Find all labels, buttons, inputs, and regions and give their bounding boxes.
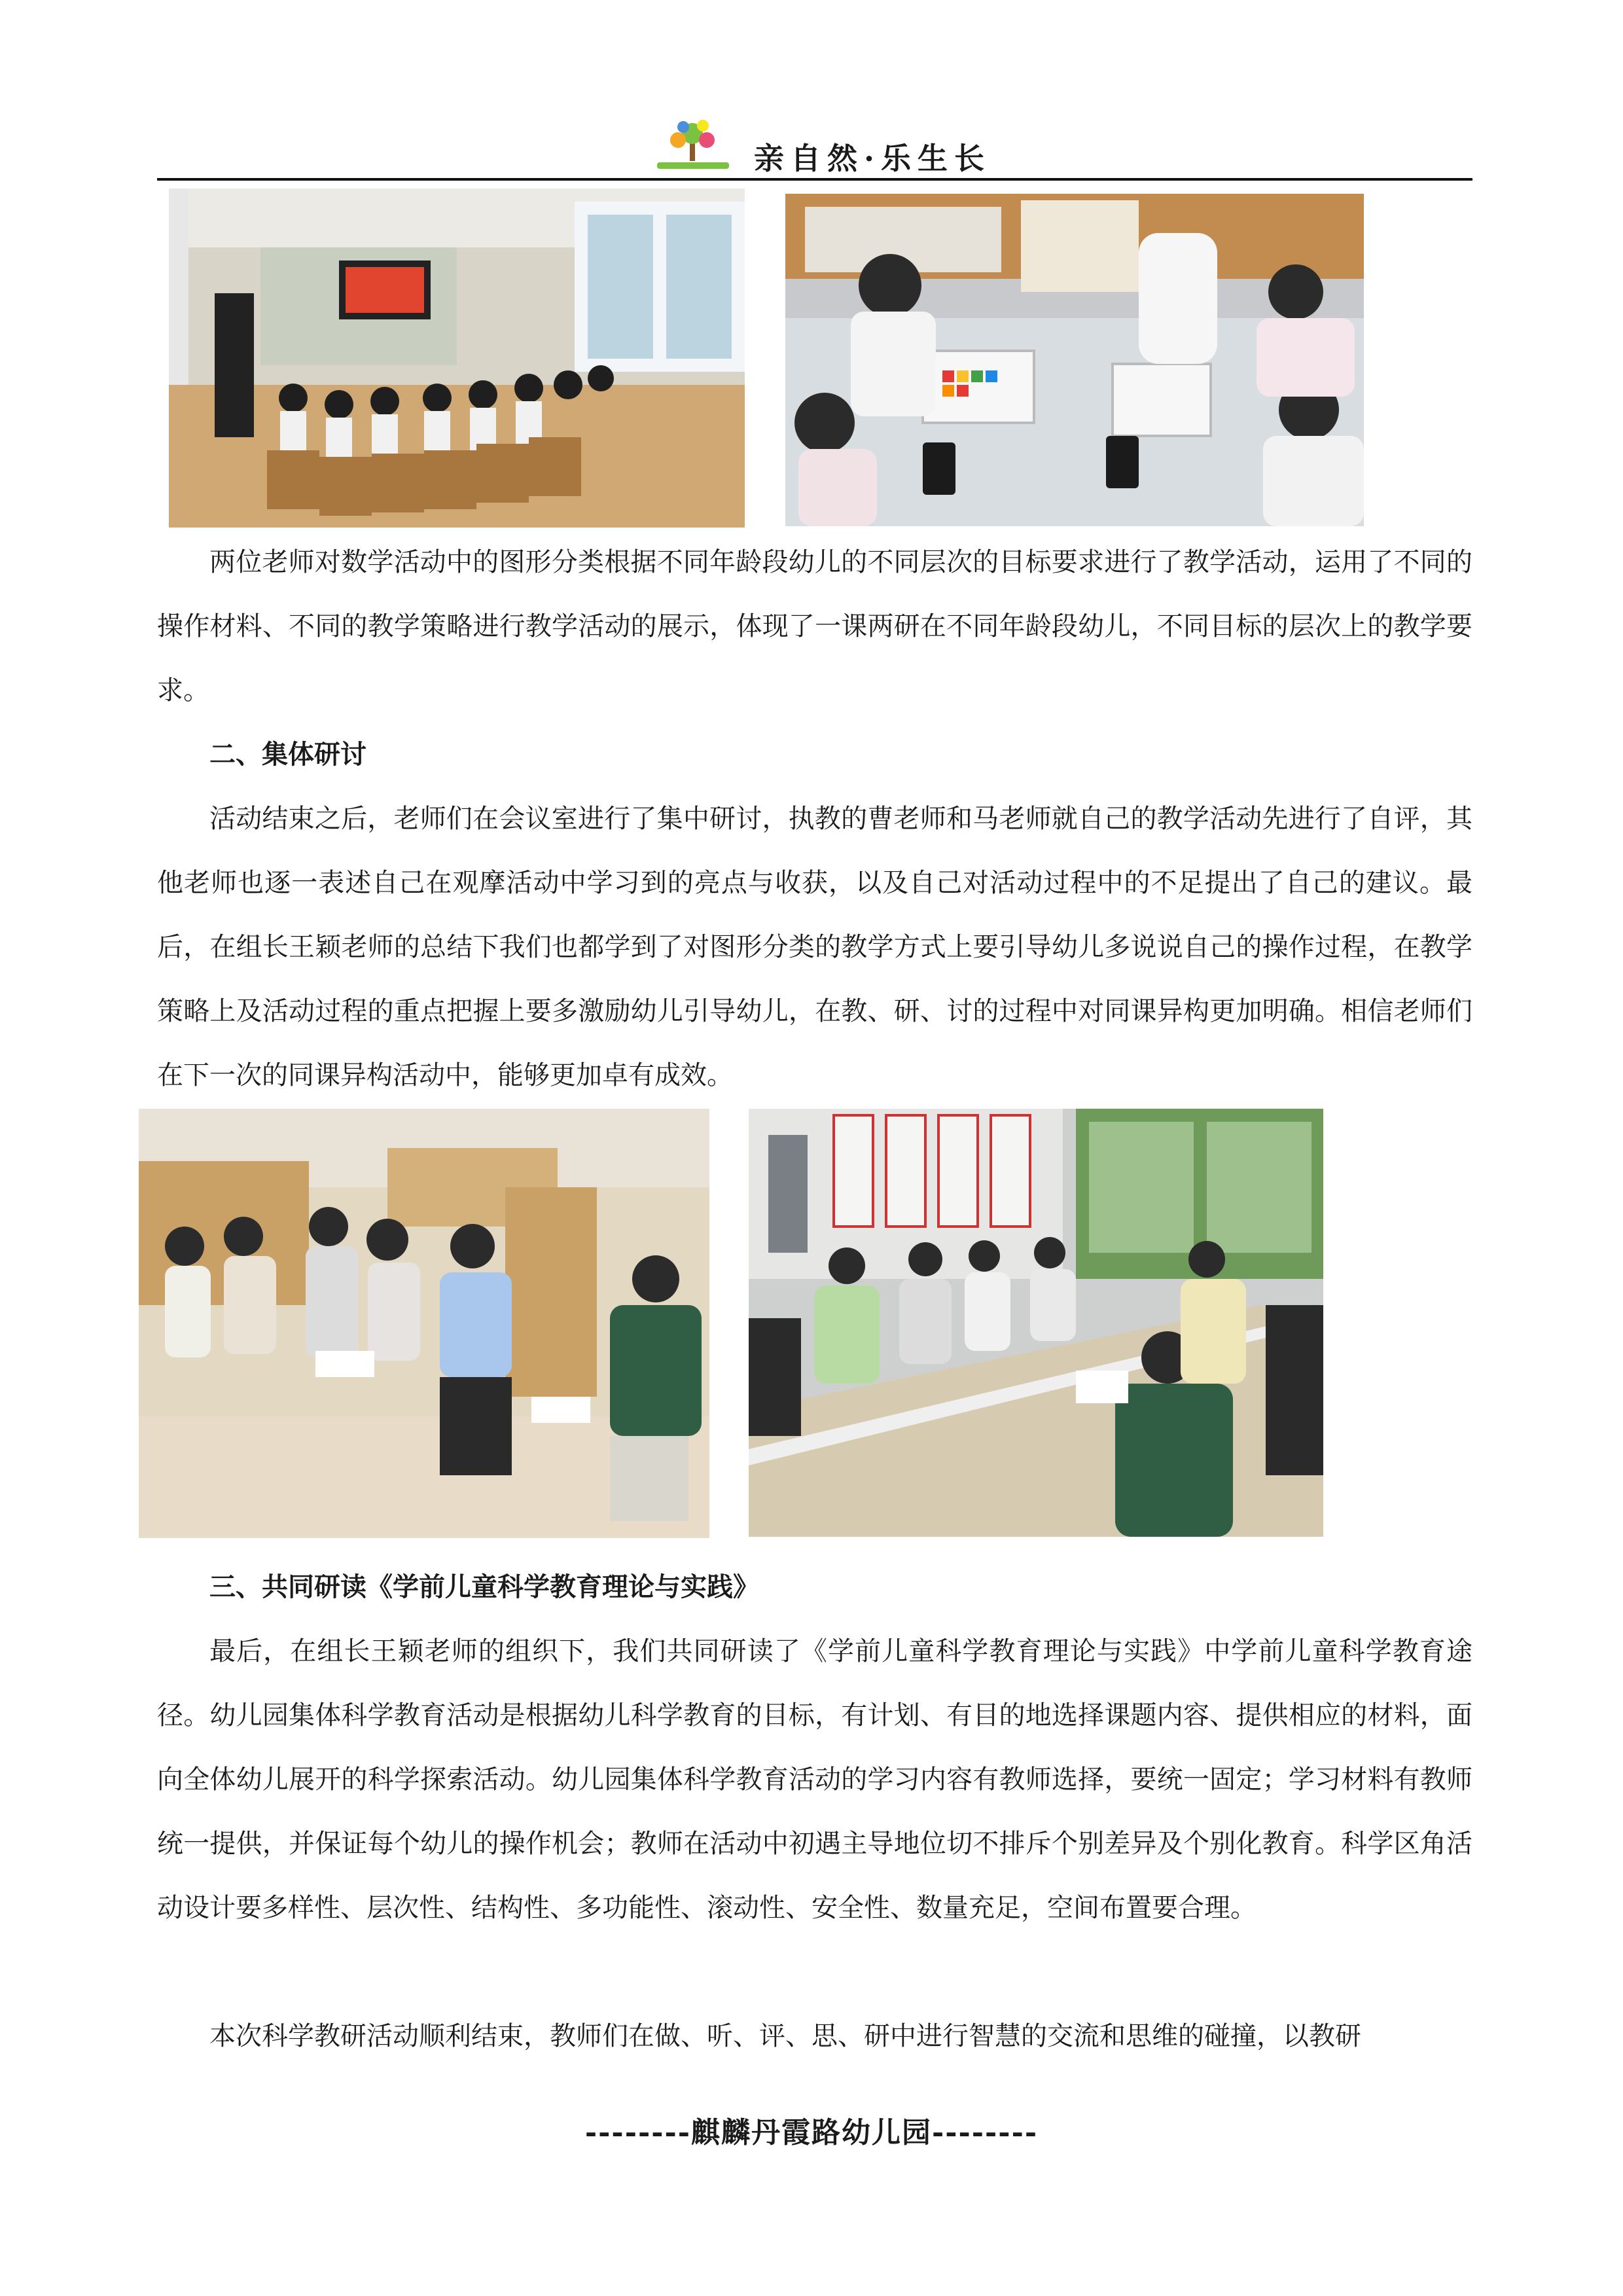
page-motto: 亲自然·乐生长 <box>754 141 991 176</box>
kindergarten-tree-logo-icon <box>644 115 742 173</box>
paragraph-joint-reading: 最后，在组长王颖老师的组织下，我们共同研读了《学前儿童科学教育理论与实践》中学前儿童科学教育途径。幼儿园集体科学教育活动是根据幼儿科学教育的目标，有计划、有目的地选择课题内容、提供相应的材料，面向全体幼儿展开的科学探索活动。幼儿园集体科学教育活动的学习内容有教师选择，要统一固定；学习材料有教师统一提供，并保证每个幼儿的操作机会；教师在活动中初遇主导地位切不排斥个别差异及个别化教育。科学区角活动设计要多样性、层次性、结构性、多功能性、滚动性、安全性、数量充足，空间布置要合理。 <box>157 1636 1472 1923</box>
classroom-lesson-photo <box>169 188 745 528</box>
paragraph-group-discussion: 活动结束之后，老师们在会议室进行了集中研讨，执教的曹老师和马老师就自己的教学活动先进行了自评，其他老师也逐一表述自己在观摩活动中学习到的亮点与收获，以及自己对活动过程中的不足提出了自己的建议。最后，在组长王颖老师的总结下我们也都学到了对图形分类的教学方式上要引导幼儿多说说自己的操作过程，在教学策略上及活动过程的重点把握上要多激励幼儿引导幼儿，在教、研、讨的过程中对同课异构更加明确。相信老师们在下一次的同课异构活动中，能够更加卓有成效。 <box>157 804 1472 1090</box>
page-header <box>157 111 1472 179</box>
paragraph-activity-summary: 两位老师对数学活动中的图形分类根据不同年龄段幼儿的不同层次的目标要求进行了教学活动，运用了不同的操作材料、不同的教学策略进行教学活动的展示，体现了一课两研在不同年龄段幼儿，不同目标的层次上的教学要求。 <box>157 547 1472 706</box>
section-heading-joint-reading: 三、共同研读《学前儿童科学教育理论与实践》 <box>209 1571 759 1602</box>
section-heading-group-discussion: 二、集体研讨 <box>209 739 366 770</box>
teachers-taking-notes-photo <box>139 1109 709 1538</box>
header-divider <box>157 178 1472 181</box>
paragraph-conclusion: 本次科学教研活动顺利结束，教师们在做、听、评、思、研中进行智慧的交流和思维的碰撞，以教研 <box>209 2021 1361 2051</box>
page-footer: --------麒麟丹霞路幼儿园-------- <box>584 2116 1039 2149</box>
children-sorting-shapes-photo <box>785 194 1364 526</box>
meeting-room-discussion-photo <box>749 1109 1323 1537</box>
